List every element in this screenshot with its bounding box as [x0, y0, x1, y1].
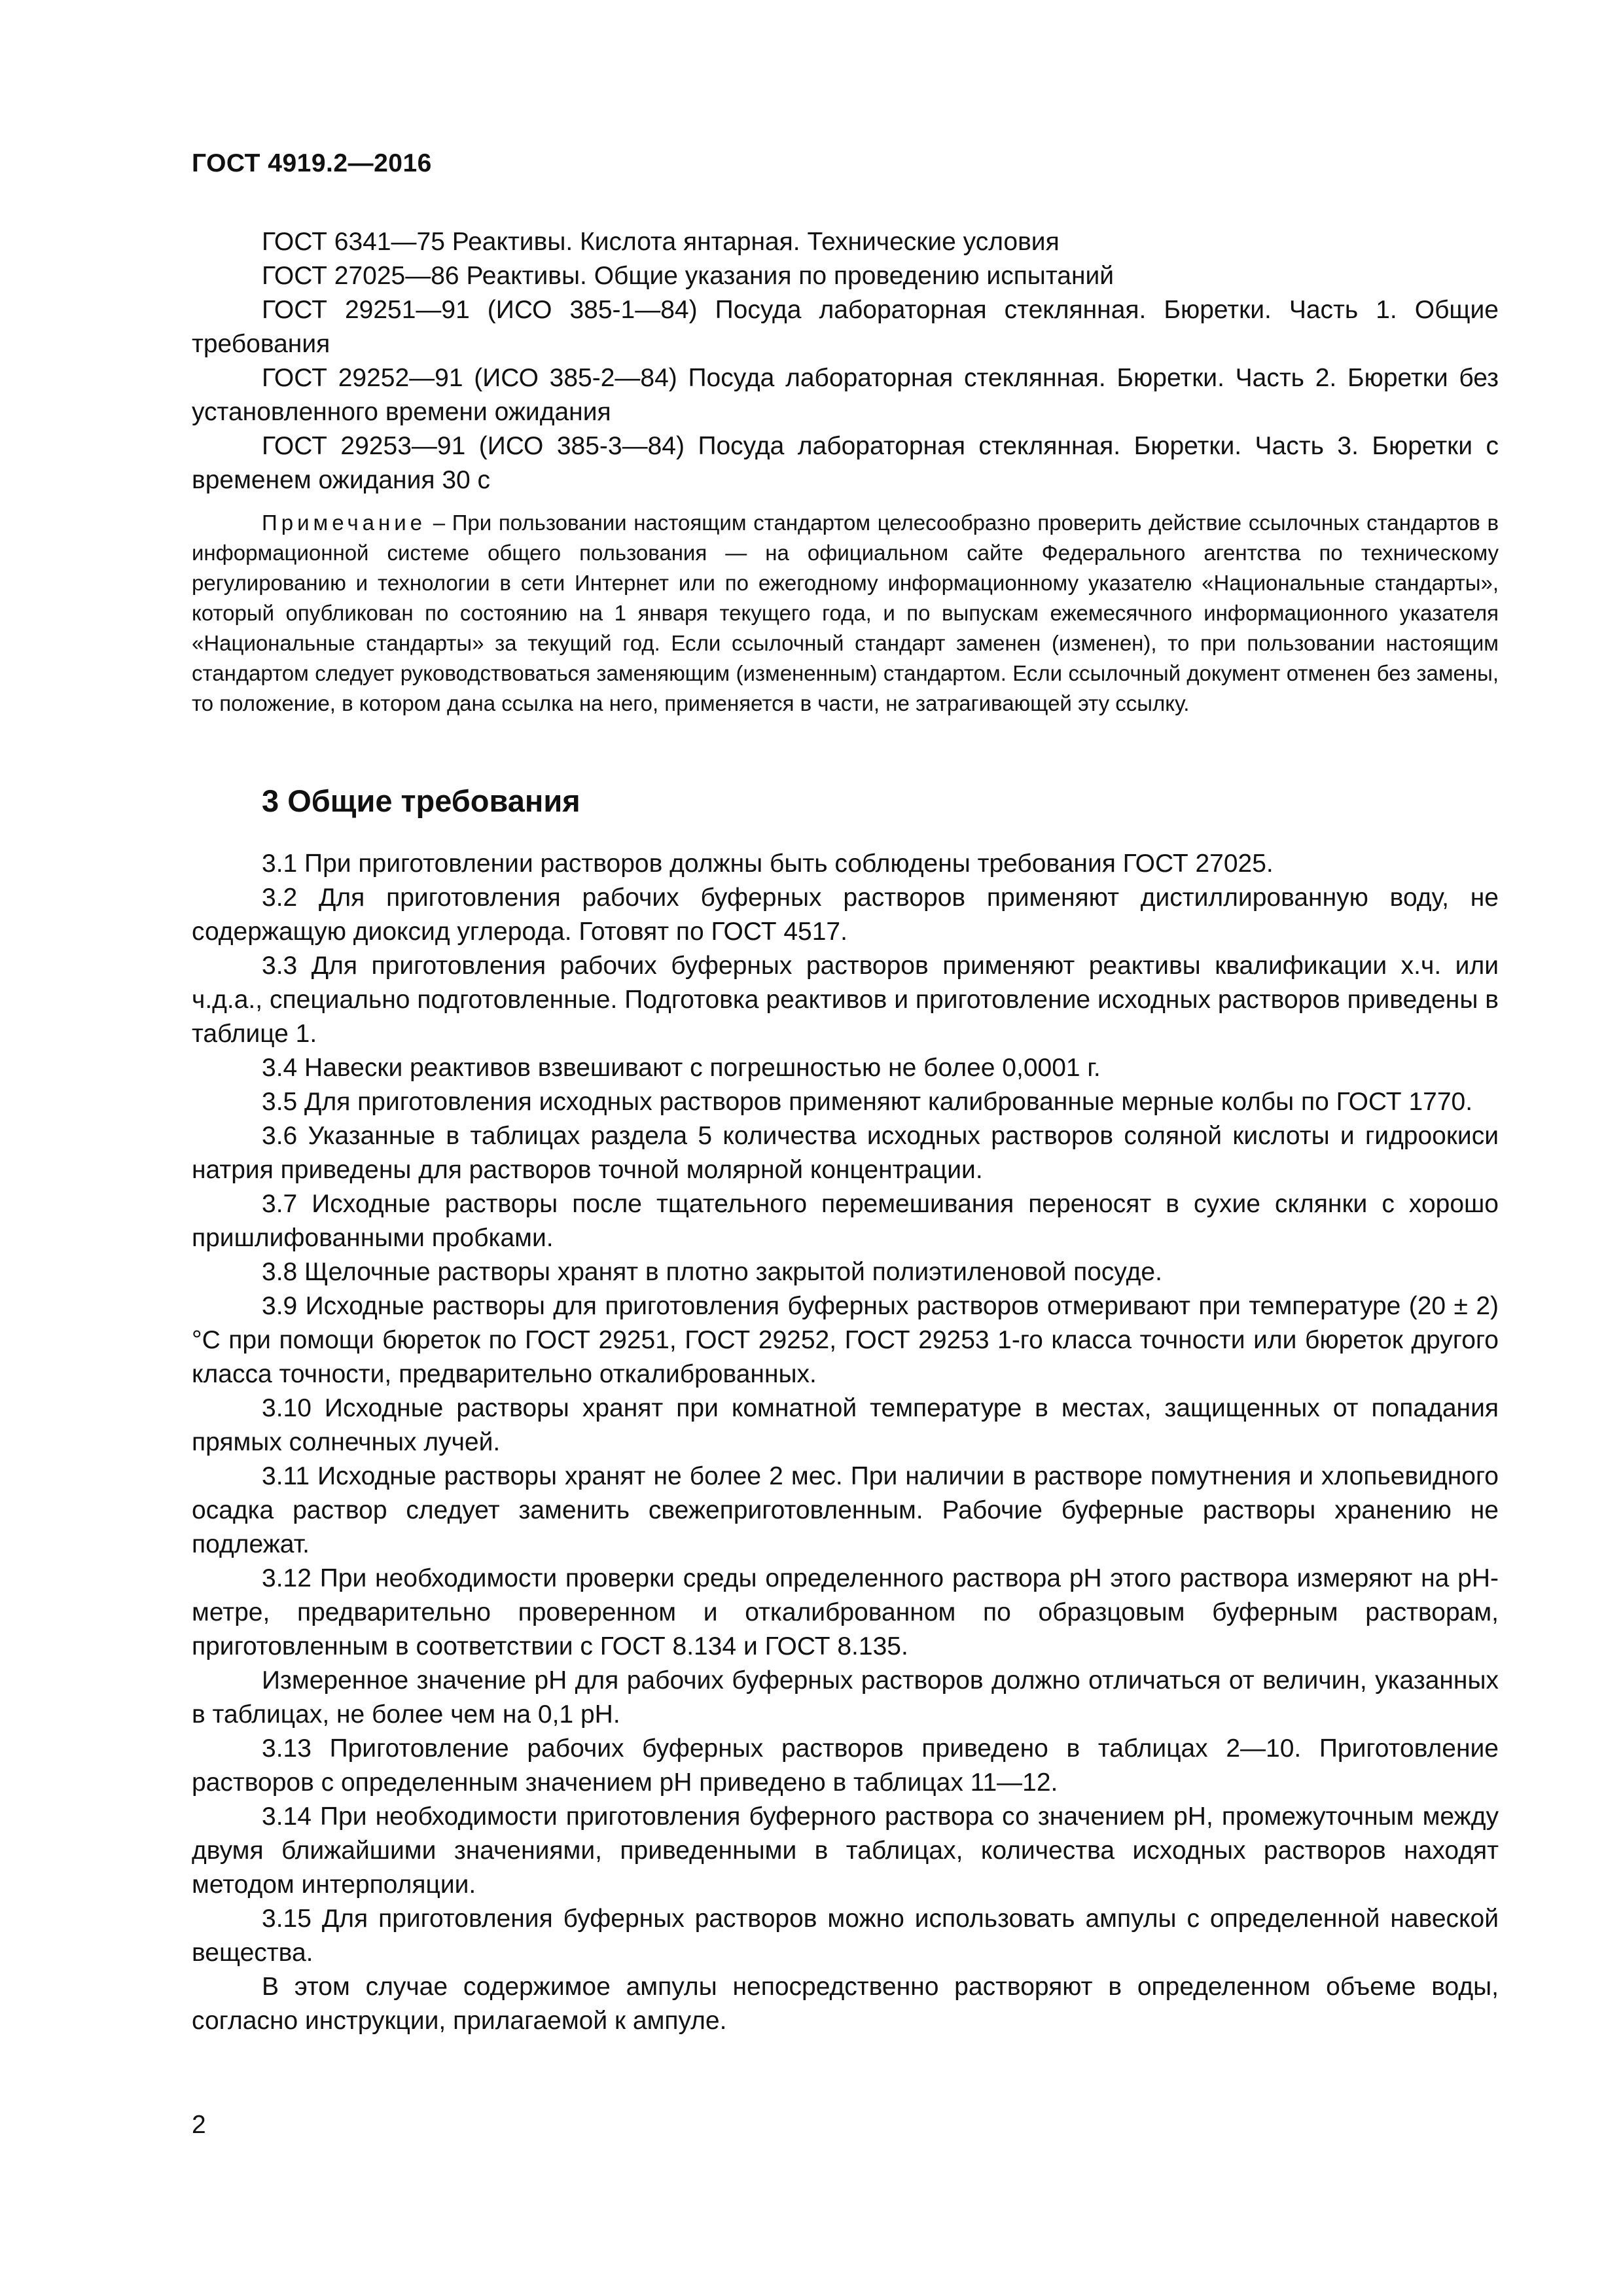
reference-item: ГОСТ 29251—91 (ИСО 385-1—84) Посуда лабораторная стеклянная. Бюретки. Часть 1. Общие требования	[192, 296, 1499, 358]
reference-item: ГОСТ 29253—91 (ИСО 385-3—84) Посуда лабораторная стеклянная. Бюретки. Часть 3. Бюретки с временем ожидания 30 с	[192, 432, 1499, 494]
paragraph-3-12-continued: Измеренное значение рН для рабочих буферных растворов должно отличаться от величин, указанных в таблицах, не более чем на 0,1 рН.	[192, 1666, 1499, 1729]
paragraph-3-13: 3.13 Приготовление рабочих буферных растворов приведено в таблицах 2—10. Приготовление растворов с определенным значением рН приведено в таблицах 11—12.	[192, 1734, 1499, 1797]
reference-item: ГОСТ 6341—75 Реактивы. Кислота янтарная. Технические условия	[262, 228, 1060, 256]
note-paragraph	[192, 508, 1499, 719]
section-title: 3 Общие требования	[262, 783, 580, 818]
page-number: 2	[192, 2111, 206, 2139]
paragraph-3-7: 3.7 Исходные растворы после тщательного перемешивания переносят в сухие склянки с хорошо пришлифованными пробками.	[192, 1190, 1499, 1252]
note-text: – При пользовании настоящим стандартом целесообразно проверить действие ссылочных стандартов в информационной системе общего пользования — на официальном сайте Федерального агентства по техническому регулированию и технологии в сети Интернет или по ежегодному информационному указателю «Национальные стандарты», который опубликован по состоянию на 1 января текущего года, и по выпускам ежемесячного информационного указателя «Национальные стандарты» за текущий год. Если ссылочный стандарт заменен (изменен), то при пользовании настоящим стандартом следует руководствоваться заменяющим (измененным) стандартом. Если ссылочный документ отменен без замены, то положение, в котором дана ссылка на него, применяется в части, не затрагивающей эту ссылку.	[192, 511, 1499, 715]
paragraph-3-15-continued: В этом случае содержимое ампулы непосредственно растворяют в определенном объеме воды, согласно инструкции, прилагаемой к ампуле.	[192, 1973, 1499, 2035]
paragraph-3-8: 3.8 Щелочные растворы хранят в плотно закрытой полиэтиленовой посуде.	[262, 1258, 1162, 1286]
paragraph-3-10: 3.10 Исходные растворы хранят при комнатной температуре в местах, защищенных от попадания прямых солнечных лучей.	[192, 1394, 1499, 1456]
note-block	[192, 508, 1499, 719]
paragraph-3-12: 3.12 При необходимости проверки среды определенного раствора рН этого раствора измеряют на рН-метре, предварительно проверенном и откалиброванном по образцовым буферным растворам, приготовленным в соответствии с ГОСТ 8.134 и ГОСТ 8.135.	[192, 1564, 1499, 1660]
paragraph-3-3: 3.3 Для приготовления рабочих буферных растворов применяют реактивы квалификации х.ч. или ч.д.а., специально подготовленные. Подготовка реактивов и приготовление исходных растворов приведены в таблице 1.	[192, 952, 1499, 1048]
note-label: Примечание	[262, 511, 427, 535]
paragraph-3-4: 3.4 Навески реактивов взвешивают с погрешностью не более 0,0001 г.	[262, 1054, 1101, 1082]
paragraph-3-15: 3.15 Для приготовления буферных растворов можно использовать ампулы с определенной навеской вещества.	[192, 1905, 1499, 1967]
paragraph-3-1: 3.1 При приготовлении растворов должны быть соблюдены требования ГОСТ 27025.	[262, 850, 1274, 878]
document-header: ГОСТ 4919.2—2016	[192, 149, 432, 177]
reference-item: ГОСТ 29252—91 (ИСО 385-2—84) Посуда лабораторная стеклянная. Бюретки. Часть 2. Бюретки без установленного времени ожидания	[192, 364, 1499, 426]
section-body	[192, 847, 1499, 2038]
paragraph-3-5: 3.5 Для приготовления исходных растворов применяют калиброванные мерные колбы по ГОСТ 1770.	[262, 1088, 1473, 1116]
normative-references	[192, 225, 1499, 497]
paragraph-3-6: 3.6 Указанные в таблицах раздела 5 количества исходных растворов соляной кислоты и гидроокиси натрия приведены для растворов точной молярной концентрации.	[192, 1122, 1499, 1184]
reference-item: ГОСТ 27025—86 Реактивы. Общие указания по проведению испытаний	[262, 262, 1115, 290]
paragraph-3-11: 3.11 Исходные растворы хранят не более 2 мес. При наличии в растворе помутнения и хлопьевидного осадка раствор следует заменить свежеприготовленным. Рабочие буферные растворы хранению не подлежат.	[192, 1462, 1499, 1558]
paragraph-3-9: 3.9 Исходные растворы для приготовления буферных растворов отмеривают при температуре (20 ± 2) °С при помощи бюреток по ГОСТ 29251, ГОСТ 29252, ГОСТ 29253 1-го класса точности или бюреток другого класса точности, предварительно откалиброванных.	[192, 1292, 1499, 1388]
paragraph-3-14: 3.14 При необходимости приготовления буферного раствора со значением рН, промежуточным между двумя ближайшими значениями, приведенными в таблицах, количества исходных растворов находят методом интерполяции.	[192, 1803, 1499, 1899]
paragraph-3-2: 3.2 Для приготовления рабочих буферных растворов применяют дистиллированную воду, не содержащую диоксид углерода. Готовят по ГОСТ 4517.	[192, 884, 1499, 946]
